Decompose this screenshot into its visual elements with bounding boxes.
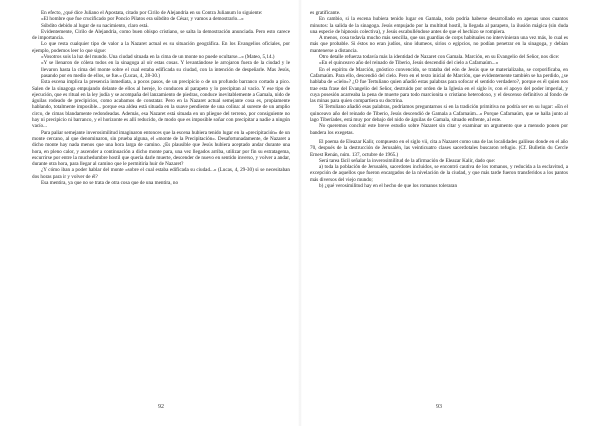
- right-page-text: [310, 10, 568, 398]
- paragraph: Esa mentira, ya que no se trata de otra cosa que de una mentira, no: [41, 180, 179, 187]
- paragraph: Evidentemente, Cirilo de Alejandría, como buen obispo cristiano, se salta la demostración anunciada. Pero esto carece de importancia.: [32, 28, 290, 42]
- paragraph: es gratificante.: [310, 10, 341, 16]
- left-page: [32, 10, 290, 410]
- paragraph: ¿Y cómo iban a poder hablar del monte «sobre el cual estaba edificada su ciudad...» (Lucas, 4, 29-30) si se necesitaban dos horas para ir y volver de él?: [32, 167, 290, 180]
- list-item: a) toda la población de Jerusalén, sacerdotes incluidos, se encontró cautiva de los romanos, y reducida a la esclavitud, a excepción de aquellos que fueron encargados de la nivelación de la ciudad, y que más tarde fueron transferidos a los pantos más diversos del viejo mundo;: [310, 164, 568, 183]
- page-number: 92: [158, 404, 164, 410]
- quote: «Y se llenaron de cólera todos en la sinagoga al oír estas cosas. Y levantándose le arrojaron fuera de la ciudad y le llevaron hasta la cima del monte sobre el cual estaba edificada su ciudad, con la intención de despeñarle. Mas Jesús, pasando por en medio de ellos, se fue.» (Lucas, 4, 28-30.): [41, 60, 290, 79]
- paragraph: Súbdito debido al lugar de su nacimiento, claro está.: [41, 22, 149, 29]
- paragraph: A menos, cosa todavía mucho más sencilla, que sus guardias de corps habituales no intervinieran una vez más, lo cual es más que probable. Si éstos no eran judíos, sino idumeos, sirios o egipcios, no podían penetrar en la sinagoga, y debían mantenerse a distancia.: [310, 35, 568, 54]
- paragraph: En efecto, ¿qué dice Juliano el Apostata, citado por Cirilo de Alejandría en su Contra Julianum lo siguiente:: [41, 10, 263, 16]
- paragraph: En cambio, si la escena hubiera tenido lugar en Gamala, todo podría haberse desarrollado en apenas unos cuantos minutos: la salida de la sinagoga. Jesús empujado por la multitud hostil, la llegada al parapeto, la ilusión mágica (sin duda una especie de hipnosis colectiva), y Jesús escabulléndose antes de que el hechizo se rompiera.: [310, 16, 568, 35]
- book-gutter: [298, 0, 302, 426]
- paragraph: Será tarea fácil señalar la inverosimilitud de la afirmación de Eleazar Kalir, dado que:: [319, 157, 496, 164]
- paragraph: En el espíritu de Marción, gnóstico convencido, se trataba del eón de Jesús que se materializaba, se corporificaba, en Cafarnaúm. Para ello, descendió del cielo. Pero en el texto inicial de Marción, que evidentemente también se ha perdido, ¿se hablaba de «cielo»? ¿O fue Tertuliano quien añadió estas palabras para sofocar el sentido verdadero?, porque es él quien nos trae esta frase del Evangelio del Señor, destruido por orden de la Iglesia en el siglo iv, con el apoyo del poder imperial, y cuya posesión acarreaba la pena de muerte para todo marcionita o cristiano heterodoxo, y el descenso definitivo al fondo de las minas para quien compartiera su doctrina.: [310, 66, 568, 105]
- paragraph: Lo que resta cualquier tipo de valor a la Nazaret actual es su situación geográfica. En los Evangelios oficiales, por ejemplo, podemos leer lo que sigue:: [32, 41, 290, 54]
- paragraph: Otro detalle refuerza todavía más la identidad de Nazaret con Gamala. Marción, en su Evangelio del Señor, nos dice:: [319, 54, 560, 61]
- left-page-text: [32, 10, 290, 398]
- list-item: b) ¿qué verosimilitud hay en el hecho de que los romanos toleraran: [319, 183, 458, 190]
- quote: «En el quinceavo año del reinado de Tiberio, Jesús descendió del cielo a Cafarnaúm...»: [319, 60, 499, 67]
- page-number: 93: [436, 404, 442, 410]
- paragraph: No queremos concluir este breve estudio sobre Nazaret sin citar y examinar un argumento que a menudo ponen por bandera los exegetas.: [310, 123, 568, 136]
- paragraph: Si Tertuliano añadió esas palabras, podríamos preguntarnos si en la tradición primitiva no podría ser en su lugar: «En el quinceavo año del reinado de Tiberio, Jesús descendió de Gamala a Cafarnaúm...» Porque Cafarnaúm, que se halla junto al lago Tiberíades, está muy por debajo del nido de águilas de Gamala, situado enfrente, al este.: [310, 104, 568, 124]
- paragraph: El poema de Eleazar Kalir, compuesto en el siglo vii, cita a Nazaret como una de las localidades galileas donde en el año 70, después de la destrucción de Jerusalén, las veinticuatro clases sacerdotales buscaron refugio. (Cf. Bulletin du Cercle Ernest Renán, núm. 137, octubre de 1965.): [310, 138, 568, 158]
- quote: «El hombre que fue crucificado por Poncio Pilatos era súbdito de César, y vamos a demostrarlo...»: [41, 16, 244, 23]
- right-page: [310, 10, 568, 410]
- paragraph: Para paliar semejante inverosimilitud imaginaron entonces que la escena hubiera tenido lugar en la «precipitación» de un monte cercano, al que denominaron, sin prueba alguna, el «monte de la Precipitación». Desafortunadamente, de Nazaret a dicho monte hay nada menos que una hora larga de camino. ¿Es plausible que Jesús hubiera aceptado andar durante una hora, en pleno calor, y ascender a continuación a dicho monte para, una vez llegados arriba, utilizar por fin su estratagema, escurrirse por entre la muchedumbre hostil que quería darle muerte, descender de nuevo en sentido inverso, y volver a andar, durante otra hora, para llegar al camino que le permitiría huir de Nazaret?: [32, 129, 290, 168]
- paragraph: Esta escena implica la presencia inmediata, a pocos pasos, de un precipicio o de un profundo barranco cortado a pico. Salen de la sinagoga empujando delante de ellos al hereje, lo conducen al parapeto y lo precipitan al vacío. Y ese tipo de ejecución, que es ritual en la ley judía y se acompaña del lanzamiento de piedras, conduce inevitablemente a Gamala, nido de águilas rodeado de precipicios, como acabamos de constatar. Pero en la Nazaret actual semejante cosa es, propiamente hablando, totalmente imposible... porque esa aldea está situada en la suave pendiente de una colina: al sureste de un amplio circo, de cimas blandamente redondeadas. Además, esa Nazaret está situada en un pliegue del terreno, por consiguiente no hay ni precipicio ni barranco, y el horizonte es allí reducido, de modo que es imposible soñar con precipitar a nadie a ningún vacío...: [32, 79, 290, 130]
- quote: «Vosotros sois la luz del mundo. Una ciudad situada en la cima de un monte no puede ocultarse...» (Mateo, 5,14.): [41, 54, 275, 61]
